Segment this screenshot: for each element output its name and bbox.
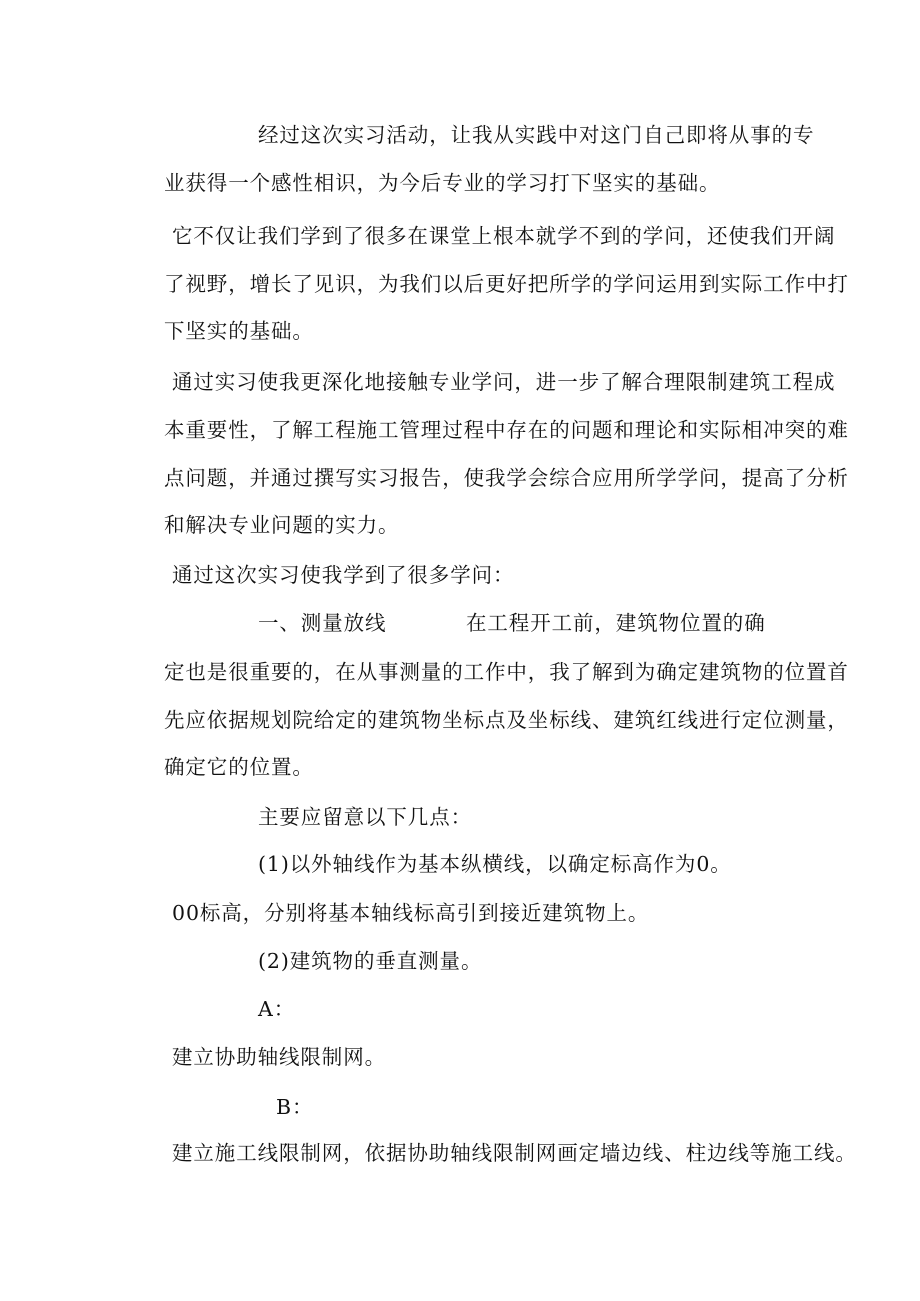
text-line: 和解决专业问题的实力。 [164,513,400,537]
text-line: 通过实习使我更深化地接触专业学问，进一步了解合理限制建筑工程成 [172,370,836,394]
text-line: 下坚实的基础。 [164,319,314,343]
text-line: 经过这次实习活动，让我从实践中对这门自己即将从事的专 [258,123,815,147]
list-item: (2)建筑物的垂直测量。 [258,949,483,973]
text-line: 定也是很重要的，在从事测量的工作中，我了解到为确定建筑物的位置首 [164,660,849,684]
text-line: 建立协助轴线限制网。 [172,1045,386,1069]
text-line: 点问题，并通过撰写实习报告，使我学会综合应用所学学问，提高了分析 [164,466,849,490]
text-line: 确定它的位置。 [164,755,314,779]
section-heading: 一、测量放线 [258,611,387,635]
text-line: 它不仅让我们学到了很多在课堂上根本就学不到的学问，还使我们开阔 [172,224,836,248]
text-line: 业获得一个感性相识，为今后专业的学习打下坚实的基础。 [164,171,721,195]
text-line: 了视野，增长了见识，为我们以后更好把所学的学问运用到实际工作中打 [164,272,849,296]
item-label: B： [276,1095,314,1119]
text-line: 通过这次实习使我学到了很多学问： [172,563,515,587]
text-line: 00标高，分别将基本轴线标高引到接近建筑物上。 [172,901,650,925]
text-line: 建立施工线限制网，依据协助轴线限制网画定墙边线、柱边线等施工线。 [172,1141,857,1165]
list-item: (1)以外轴线作为基本纵横线，以确定标高作为0。 [258,852,732,876]
item-label: A： [258,997,296,1021]
text-line: 主要应留意以下几点： [258,805,472,829]
text-line: 在工程开工前，建筑物位置的确 [466,611,766,635]
text-line: 本重要性，了解工程施工管理过程中存在的问题和理论和实际相冲突的难 [164,418,849,442]
text-line: 先应依据规划院给定的建筑物坐标点及坐标线、建筑红线进行定位测量， [164,708,849,732]
